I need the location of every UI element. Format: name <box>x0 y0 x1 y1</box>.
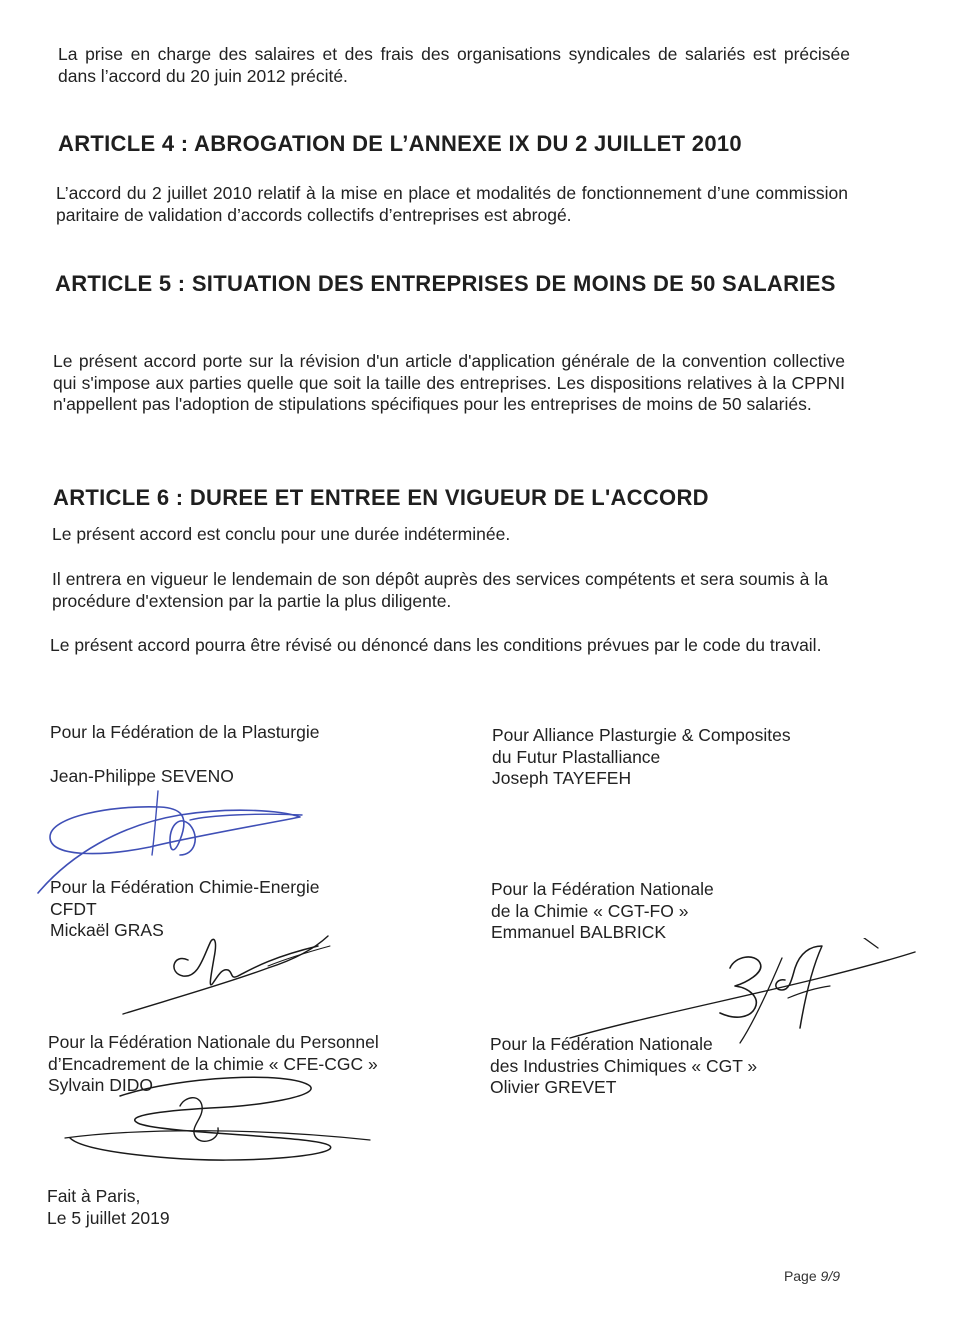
article-4-heading: ARTICLE 4 : ABROGATION DE L’ANNEXE IX DU 2 JUILLET 2010 <box>58 131 742 156</box>
signatory-org-line: Pour la Fédération de la Plasturgie <box>50 722 320 742</box>
intro-paragraph: La prise en charge des salaires et des frais des organisations syndicales de salariés est précisée dans l’accord du 20 juin 2012 précité. <box>58 44 850 86</box>
signatory-org-line: Pour la Fédération Nationale <box>490 1034 713 1054</box>
article-4-paragraph: L’accord du 2 juillet 2010 relatif à la mise en place et modalités de fonctionnement d’une commission paritaire de validation d’accords collectifs d’entreprises est abrogé. <box>56 183 848 225</box>
signatory-org-line: Pour Alliance Plasturgie & Composites <box>492 725 791 745</box>
article-6-heading: ARTICLE 6 : DUREE ET ENTREE EN VIGUEUR DE L'ACCORD <box>53 485 709 510</box>
signature-gras <box>118 928 338 1018</box>
signatory-name: Olivier GREVET <box>490 1077 617 1097</box>
closing-date: Le 5 juillet 2019 <box>47 1207 170 1228</box>
signatory-org-line: Pour la Fédération Nationale du Personnel <box>48 1032 379 1052</box>
signatory-org-line: de la Chimie « CGT-FO » <box>491 900 689 921</box>
signatory-name: Mickaël GRAS <box>50 920 164 940</box>
signatory-name: Joseph TAYEFEH <box>492 768 632 788</box>
article-6-paragraph-3: Le présent accord pourra être révisé ou dénoncé dans les conditions prévues par le code du travail. <box>50 635 822 655</box>
signatory-org-line: du Futur Plastalliance <box>492 746 661 767</box>
closing-block <box>47 1186 347 1229</box>
article-6-paragraph-2: Il entrera en vigueur le lendemain de son dépôt auprès des services compétents et sera soumis à la procédure d'extension par la partie la plus diligente. <box>52 569 828 611</box>
signatory-org-line: Pour la Fédération Chimie-Energie <box>50 877 320 897</box>
signatory-cgt-fo <box>491 879 911 944</box>
page-number: 9/9 <box>820 1268 840 1284</box>
signatory-org-line: d’Encadrement de la chimie « CFE-CGC » <box>48 1053 378 1074</box>
signatory-org-line: CFDT <box>50 898 97 919</box>
signatory-plasturgie <box>50 722 450 787</box>
signatory-name: Sylvain DIDO <box>48 1075 154 1095</box>
signatory-org-line: des Industries Chimiques « CGT » <box>490 1055 758 1076</box>
signatory-name: Emmanuel BALBRICK <box>491 922 667 942</box>
closing-place: Fait à Paris, <box>47 1186 141 1206</box>
signatory-org-line: Pour la Fédération Nationale <box>491 879 714 899</box>
article-5-paragraph: Le présent accord porte sur la révision d'un article d'application générale de la convention collective qui s'impose aux parties quelle que soit la taille des entreprises. Les dispositions relatives à la CPPNI n'appellent pas l'adoption de stipulations spécifiques pour les entreprises de moins de 50 salariés. <box>53 351 845 414</box>
article-5-heading: ARTICLE 5 : SITUATION DES ENTREPRISES DE MOINS DE 50 SALARIES <box>55 271 836 296</box>
signature-seveno <box>30 785 320 895</box>
signatory-plastalliance <box>492 725 912 790</box>
signature-dido <box>60 1066 390 1166</box>
signature-balbrick <box>560 938 920 1048</box>
page-footer <box>784 1268 840 1284</box>
article-6-paragraph-1: Le présent accord est conclu pour une durée indéterminée. <box>52 524 511 544</box>
signatory-name: Jean-Philippe SEVENO <box>50 765 234 786</box>
page-label: Page <box>783 1268 817 1284</box>
